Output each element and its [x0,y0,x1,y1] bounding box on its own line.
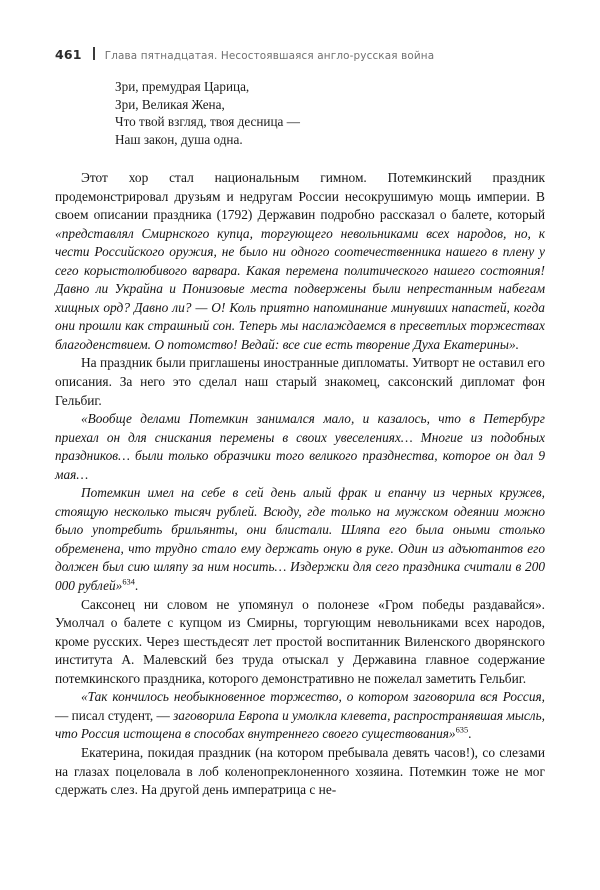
verse-line: Что твой взгляд, твоя десница — [115,114,300,129]
paragraph-5: Саксонец ни словом не упомянул о полонезе «Гром победы раздавайся». Умолчал о балете с купцом из Смирны, торгующим невольниками всех народов, кроме русских. Через шестьдесят лет простой воспитанник Виленского дворянского института А. Малевский без труда отыскал у Державина главное содержание потемкинского праздника, которого демонстративно не пожелал заметить Гельбиг. [55,596,545,686]
paragraph-2: На праздник были приглашены иностранные дипломаты. Уитворт не оставил его описания. За него это сделал наш старый знакомец, саксонский дипломат фон Гельбиг. [55,355,545,408]
footnote-marker-634: 634 [122,577,135,587]
paragraph-1-quote: «представлял Смирнского купца, торгующего невольниками всех народов, но, к чести Российского оружия, не было ни одного соотечественника нашего в плену у сего корыстолюбивого варвара. Какая перемена политического нашего состояния! Давно ли Украйна и Понизовые места подвержены были непрестанным набегам хищных орд? Давно ли? — О! Коль приятно напоминание минувших напастей, когда они прошли как страшный сон. Теперь мы наслаждаемся в пресветлых торжествах благоденствием. О потомство! Ведай: все сие есть творение Духа Екатерины». [55,225,545,352]
paragraph-3-quote: «Вообще делами Потемкин занимался мало, и казалось, что в Петербург приехал он для снискания перемены в своих увеселениях… Многие из подобных праздников… были только образчики того великого празднества, которое он дал 9 мая… [55,411,545,482]
paragraph-7: Екатерина, покидая праздник (на котором пребывала девять часов!), со слезами на глазах поцеловала в лоб коленопреклоненного хозяина. Потемкин тоже не мог сдержать слез. На другой день императрица с не- [55,744,545,798]
verse-line: Наш закон, душа одна. [115,131,243,147]
paragraph-4-text: Потемкин имел на себе в сей день алый фрак и епанчу из черных кружев, стоящую несколько тысяч рублей. Всюду, где только на мужском одеянии можно было употребить брильянты, они блистали. Шляпа его была оными столько обременена, что трудно стало ему держать оную в руке. Один из адъютантов его должен был сию шляпу за ним носить… Издержки для сего праздника считали в 200 000 рублей» [55,485,545,594]
text-block [55,78,545,800]
paragraph-1 [55,169,545,354]
paragraph-6-tail: . [468,726,472,742]
verse-line: Зри, Великая Жена, [115,96,225,112]
epigraph-verse [115,78,545,148]
paragraph-6-quote [55,688,545,744]
paragraph-6-quote-a: «Так кончилось необыкновенное торжество, о котором заговорила вся Россия, [81,689,545,705]
paragraph-6-quote-b: заговорила Европа и умолкла клевета, распространявшая мысль, что Россия истощена в способах внутреннего своего существования» [55,707,545,742]
chapter-title: Глава пятнадцатая. Несостоявшаяся англо-русская война [104,50,435,62]
paragraph-4-quote [55,484,545,595]
paragraph-6-attribution: — писал студент, — [55,707,170,723]
paragraph-4-tail: . [134,578,139,594]
verse-line: Зри, премудрая Царица, [115,79,250,94]
running-head [55,46,545,62]
footnote-marker-635: 635 [455,725,469,735]
page-number: 461 [55,47,82,62]
paragraph-1-lead: Этот хор стал национальным гимном. Потемкинский праздник продемонстрировал друзьям и недругам России несокрушимую мощь империи. В своем описании праздника (1792) Державин подробно рассказал о балете, который [55,170,545,223]
running-head-divider [93,47,95,60]
